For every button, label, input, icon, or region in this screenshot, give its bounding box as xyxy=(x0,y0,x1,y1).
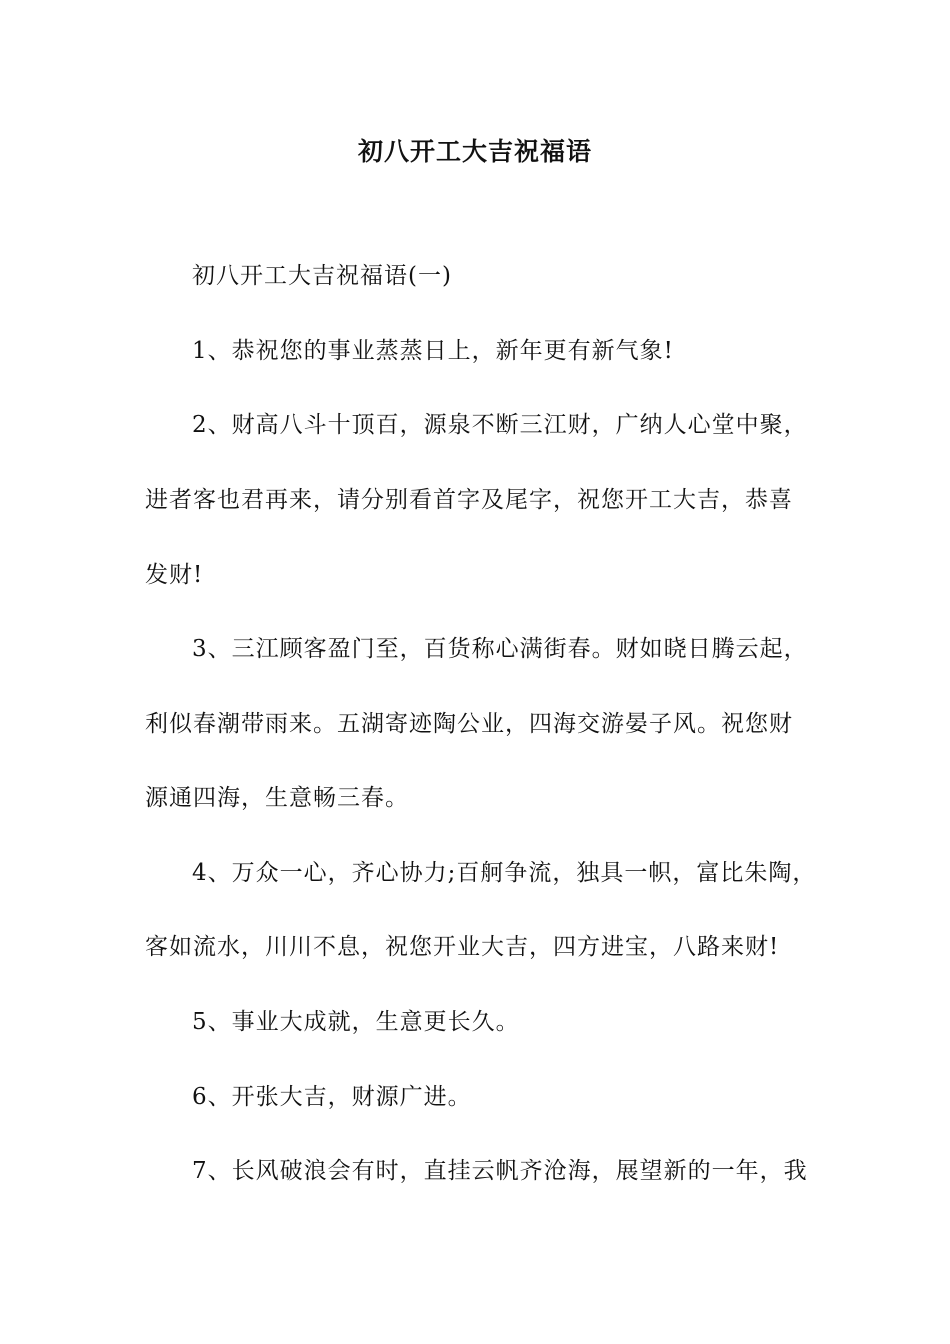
paragraph-line: 进者客也君再来，请分别看首字及尾字，祝您开工大吉，恭喜 xyxy=(145,487,793,513)
paragraph-line: 发财! xyxy=(145,562,204,588)
paragraph-line: 利似春潮带雨来。五湖寄迹陶公业，四海交游晏子风。祝您财 xyxy=(145,711,793,737)
section-heading: 初八开工大吉祝福语(一) xyxy=(192,263,452,289)
paragraph-line: 7、长风破浪会有时，直挂云帆齐沧海，展望新的一年，我 xyxy=(192,1158,808,1184)
paragraph-line: 1、恭祝您的事业蒸蒸日上，新年更有新气象! xyxy=(192,338,674,364)
paragraph-line: 4、万众一心，齐心协力;百舸争流，独具一帜，富比朱陶， xyxy=(192,860,817,886)
paragraph-line: 5、事业大成就，生意更长久。 xyxy=(192,1009,520,1035)
paragraph-line: 6、开张大吉，财源广进。 xyxy=(192,1084,472,1110)
paragraph-line: 客如流水，川川不息，祝您开业大吉，四方进宝，八路来财! xyxy=(145,934,780,960)
paragraph-line: 3、三江顾客盈门至，百货称心满街春。财如晓日腾云起， xyxy=(192,636,808,662)
paragraph-line: 源通四海，生意畅三春。 xyxy=(145,785,409,811)
document-title: 初八开工大吉祝福语 xyxy=(357,137,592,166)
paragraph-line: 2、财高八斗十顶百，源泉不断三江财，广纳人心堂中聚， xyxy=(192,412,808,438)
